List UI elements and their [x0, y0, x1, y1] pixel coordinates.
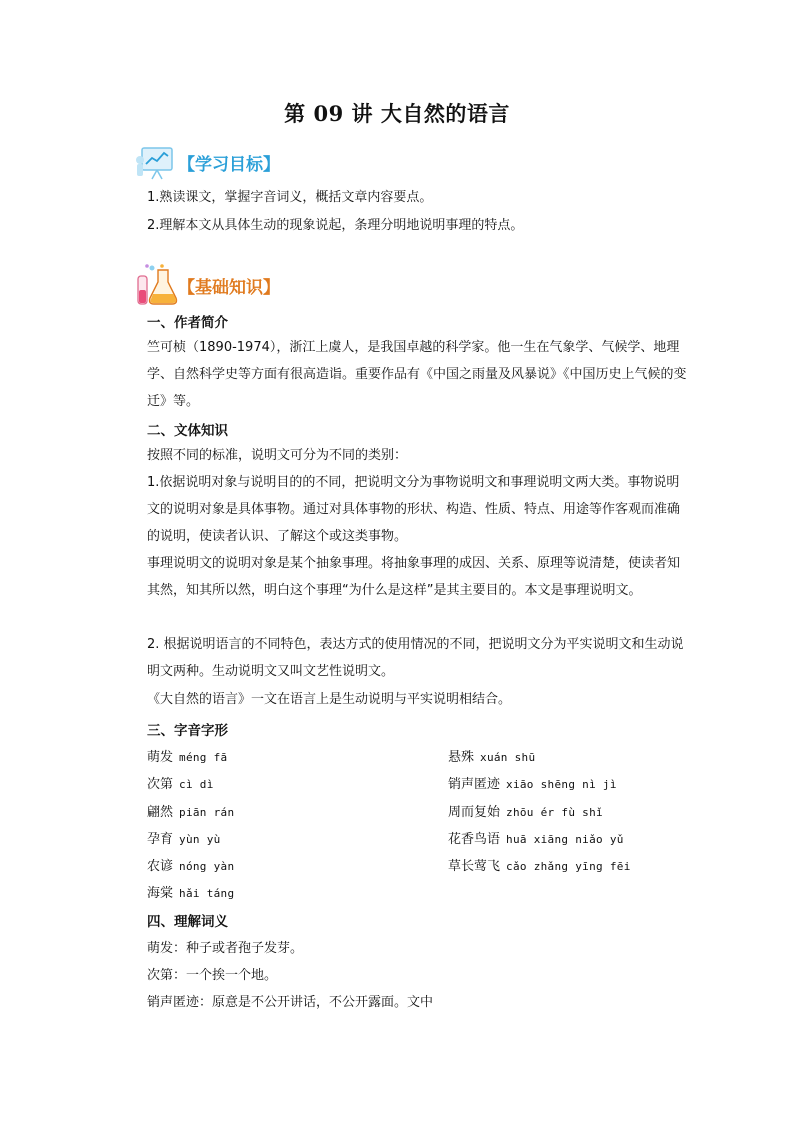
genre-paragraph: 2. 根据说明语言的不同特色，表达方式的使用情况的不同，把说明文分为平实说明文和生动说明文两种。生动说明文又叫文艺性说明文。	[147, 637, 684, 679]
vocab-item: 孕育 yùn yù	[147, 832, 221, 847]
vocab-item: 悬殊 xuán shū	[448, 750, 536, 765]
meaning-item: 次第：一个挨一个地。	[147, 968, 278, 983]
vocab-item: 周而复始 zhōu ér fù shǐ	[448, 805, 603, 820]
author-paragraph	[147, 334, 687, 415]
basics-header	[134, 262, 280, 308]
author-text: 竺可桢（1890-1974），浙江上虞人，是我国卓越的科学家。他一生在气象学、气候学、地理学、自然科学史等方面有很高造诣。重要作品有《中国之雨量及风暴说》《中国历史上气候的变迁》等。	[147, 340, 687, 409]
vocab-item: 海棠 hǎi táng	[147, 886, 235, 901]
vocab-item: 农谚 nóng yàn	[147, 859, 235, 874]
presentation-board-icon	[134, 142, 180, 182]
meaning-item: 销声匿迹：原意是不公开讲话，不公开露面。文中	[147, 995, 434, 1010]
vocab-item: 花香鸟语 huā xiāng niǎo yǔ	[448, 832, 624, 847]
goals-heading: 【学习目标】	[178, 154, 280, 175]
section-heading: 二、文体知识	[147, 423, 228, 439]
genre-paragraph: 《大自然的语言》一文在语言上是生动说明与平实说明相结合。	[147, 692, 512, 707]
page-title: 第 09 讲 大自然的语言	[284, 101, 510, 126]
vocab-item: 翩然 piān rán	[147, 805, 235, 820]
vocab-item: 销声匿迹 xiāo shēng nì jì	[448, 777, 617, 792]
vocab-item: 萌发 méng fā	[147, 750, 228, 765]
basics-heading: 【基础知识】	[178, 277, 280, 298]
genre-paragraph: 事理说明文的说明对象是某个抽象事理。将抽象事理的成因、关系、原理等说清楚，使读者知其然，知其所以然，明白这个事理“为什么是这样”是其主要目的。本文是事理说明文。	[147, 556, 681, 598]
section-heading: 四、理解词义	[147, 914, 228, 930]
goal-item: 1.熟读课文，掌握字音词义，概括文章内容要点。	[147, 190, 433, 205]
lab-flask-icon	[134, 262, 180, 308]
meaning-item: 萌发：种子或者孢子发芽。	[147, 941, 304, 956]
vocab-item: 次第 cì dì	[147, 777, 214, 792]
goal-item: 2.理解本文从具体生动的现象说起，条理分明地说明事理的特点。	[147, 218, 524, 233]
genre-paragraph: 1.依据说明对象与说明目的的不同，把说明文分为事物说明文和事理说明文两大类。事物说明文的说明对象是具体事物。通过对具体事物的形状、构造、性质、特点、用途等作客观而准确的说明，使读者认识、了解这个或这类事物。	[147, 475, 681, 544]
goals-header	[134, 142, 280, 182]
vocab-item: 草长莺飞 cǎo zhǎng yīng fēi	[448, 859, 631, 874]
section-heading: 一、作者简介	[147, 315, 228, 331]
section-heading: 三、字音字形	[147, 723, 228, 739]
genre-paragraph: 按照不同的标准，说明文可分为不同的类别：	[147, 448, 408, 463]
